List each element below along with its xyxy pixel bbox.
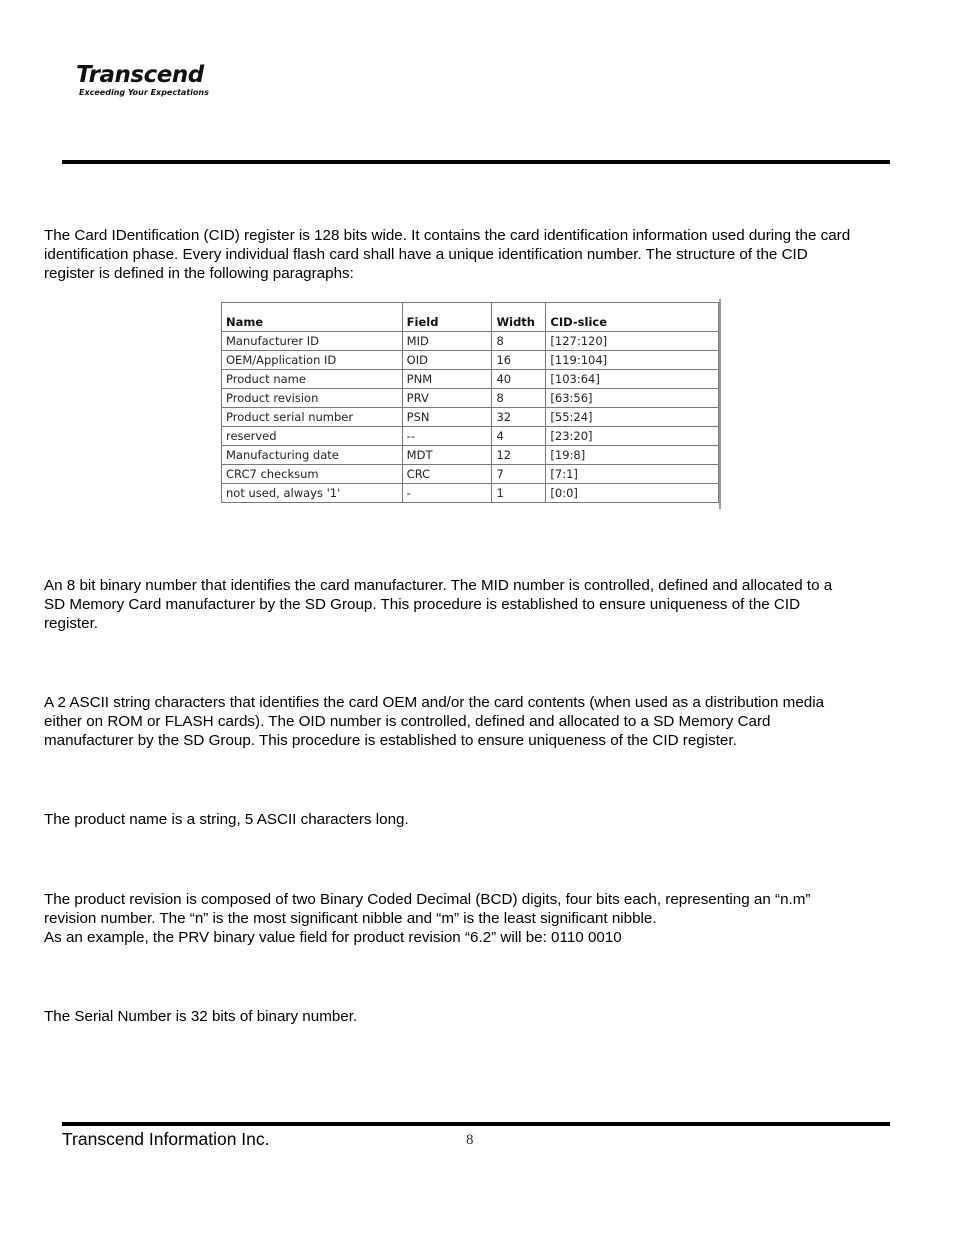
text-line: revision number. The “n” is the most significant nibble and “m” is the least significant nibble.	[44, 910, 657, 927]
cell-cid-slice: [7:1]	[546, 465, 719, 484]
column-header-cid-slice: CID-slice	[546, 303, 719, 332]
text-line: manufacturer by the SD Group. This procedure is established to ensure uniqueness of the CID register.	[44, 732, 737, 749]
cell-cid-slice: [55:24]	[546, 408, 719, 427]
intro-line: register is defined in the following paragraphs:	[44, 265, 354, 282]
cell-width: 1	[492, 484, 546, 503]
cell-field: PNM	[402, 370, 492, 389]
table-row	[222, 484, 719, 503]
cell-field: MDT	[402, 446, 492, 465]
table-row	[222, 446, 719, 465]
column-header-field: Field	[402, 303, 492, 332]
cell-width: 8	[492, 389, 546, 408]
footer-divider	[62, 1122, 890, 1126]
cell-name: not used, always '1'	[222, 484, 403, 503]
cell-cid-slice: [0:0]	[546, 484, 719, 503]
prv-description	[44, 890, 904, 947]
cell-width: 40	[492, 370, 546, 389]
pnm-description	[44, 810, 904, 829]
table-row	[222, 332, 719, 351]
cell-name: Manufacturer ID	[222, 332, 403, 351]
cell-field: -	[402, 484, 492, 503]
cell-name: OEM/Application ID	[222, 351, 403, 370]
table-row	[222, 408, 719, 427]
logo-tagline: Exceeding Your Expectations	[79, 88, 209, 97]
column-header-width: Width	[492, 303, 546, 332]
cell-cid-slice: [23:20]	[546, 427, 719, 446]
header-divider	[62, 160, 890, 164]
cell-width: 4	[492, 427, 546, 446]
table-row	[222, 370, 719, 389]
logo-wordmark: Transcend	[76, 62, 204, 88]
cell-cid-slice: [119:104]	[546, 351, 719, 370]
table-header-row	[222, 303, 719, 332]
table-row	[222, 427, 719, 446]
cell-cid-slice: [63:56]	[546, 389, 719, 408]
cell-field: PSN	[402, 408, 492, 427]
oid-description	[44, 693, 904, 750]
cell-name: Product revision	[222, 389, 403, 408]
psn-description	[44, 1007, 904, 1026]
table-row	[222, 465, 719, 484]
table-row	[222, 389, 719, 408]
text-line: A 2 ASCII string characters that identifies the card OEM and/or the card contents (when used as a distribution media	[44, 694, 825, 711]
cell-cid-slice: [103:64]	[546, 370, 719, 389]
cell-width: 12	[492, 446, 546, 465]
cell-name: reserved	[222, 427, 403, 446]
cell-name: Manufacturing date	[222, 446, 403, 465]
transcend-logo	[76, 62, 209, 97]
table-frame-edge	[719, 299, 721, 509]
intro-paragraph	[44, 226, 904, 283]
cell-name: Product serial number	[222, 408, 403, 427]
cell-name: CRC7 checksum	[222, 465, 403, 484]
cell-field: --	[402, 427, 492, 446]
text-line: As an example, the PRV binary value field for product revision “6.2” will be: 0110 0010	[44, 929, 622, 946]
table-row	[222, 351, 719, 370]
cell-field: MID	[402, 332, 492, 351]
text-line: An 8 bit binary number that identifies the card manufacturer. The MID number is controlled, defined and allocated to a	[44, 577, 833, 594]
cell-field: CRC	[402, 465, 492, 484]
text-line: register.	[44, 615, 99, 632]
text-line: The product name is a string, 5 ASCII characters long.	[44, 811, 409, 828]
mid-description	[44, 576, 904, 633]
column-header-name: Name	[222, 303, 403, 332]
cell-field: OID	[402, 351, 492, 370]
cell-field: PRV	[402, 389, 492, 408]
cell-width: 32	[492, 408, 546, 427]
text-line: either on ROM or FLASH cards). The OID number is controlled, defined and allocated to a SD Memory Card	[44, 713, 771, 730]
text-line: The product revision is composed of two Binary Coded Decimal (BCD) digits, four bits each, representing an “n.m”	[44, 891, 811, 908]
page-number: 8	[466, 1132, 474, 1148]
text-line: The Serial Number is 32 bits of binary number.	[44, 1008, 358, 1025]
cell-width: 16	[492, 351, 546, 370]
cid-register-table	[221, 302, 719, 503]
text-line: SD Memory Card manufacturer by the SD Group. This procedure is established to ensure uniqueness of the CID	[44, 596, 801, 613]
cell-width: 8	[492, 332, 546, 351]
footer-company-name: Transcend Information Inc.	[62, 1129, 270, 1149]
cell-cid-slice: [127:120]	[546, 332, 719, 351]
cell-cid-slice: [19:8]	[546, 446, 719, 465]
intro-line: identification phase. Every individual flash card shall have a unique identification number. The structure of the CID	[44, 246, 808, 263]
cell-name: Product name	[222, 370, 403, 389]
intro-line: The Card IDentification (CID) register is 128 bits wide. It contains the card identification information used during the card	[44, 227, 851, 244]
cell-width: 7	[492, 465, 546, 484]
